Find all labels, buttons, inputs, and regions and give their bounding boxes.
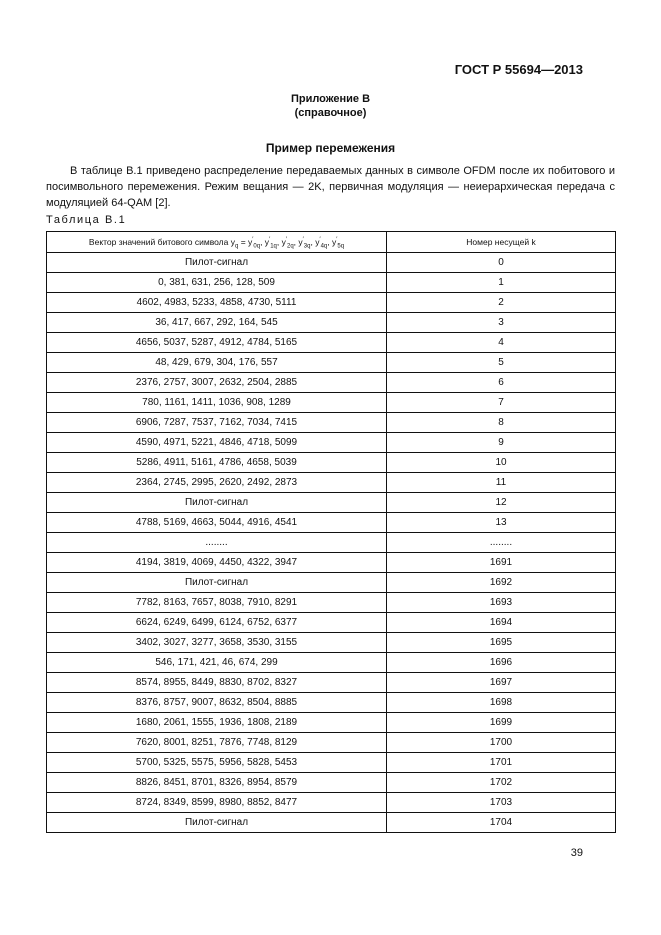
interleaving-table-container xyxy=(46,231,615,833)
table-row xyxy=(47,593,616,613)
cell-bit-vector: 546, 171, 421, 46, 674, 299 xyxy=(47,653,387,673)
table-row xyxy=(47,513,616,533)
cell-carrier-number: 1695 xyxy=(387,633,616,653)
prime-mark: ′ xyxy=(285,237,287,244)
table-row xyxy=(47,553,616,573)
standard-code: ГОСТ Р 55694—2013 xyxy=(454,62,583,77)
table-row xyxy=(47,273,616,293)
table-row xyxy=(47,633,616,653)
table-row xyxy=(47,693,616,713)
cell-carrier-number: 6 xyxy=(387,373,616,393)
table-row xyxy=(47,373,616,393)
prime-mark: ′ xyxy=(319,237,321,244)
cell-carrier-number: 1704 xyxy=(387,813,616,833)
cell-carrier-number: 11 xyxy=(387,473,616,493)
cell-bit-vector: 4788, 5169, 4663, 5044, 4916, 4541 xyxy=(47,513,387,533)
table-row xyxy=(47,473,616,493)
table-row xyxy=(47,293,616,313)
formula-base: = y xyxy=(238,237,253,247)
cell-bit-vector: 48, 429, 679, 304, 176, 557 xyxy=(47,353,387,373)
header-bit-vector-prefix: Вектор значений битового символа xyxy=(88,237,231,247)
table-row xyxy=(47,813,616,833)
header-bit-vector xyxy=(47,232,387,253)
cell-carrier-number: 1698 xyxy=(387,693,616,713)
table-row xyxy=(47,673,616,693)
prime-mark: ′ xyxy=(336,237,338,244)
appendix-subtitle: (справочное) xyxy=(294,107,367,119)
intro-paragraph: В таблице В.1 приведено распределение передаваемых данных в символе OFDM после их побитового и посимвольного перемежения. Режим вещания — 2K, первичная модуляция — неиерархическая передача с модуляцией 64-QAM [2]. xyxy=(46,165,615,209)
cell-bit-vector: 4194, 3819, 4069, 4450, 4322, 3947 xyxy=(47,553,387,573)
table-row xyxy=(47,653,616,673)
table-row xyxy=(47,393,616,413)
table-row xyxy=(47,333,616,353)
cell-carrier-number: 3 xyxy=(387,313,616,333)
cell-carrier-number: 10 xyxy=(387,453,616,473)
cell-carrier-number: 7 xyxy=(387,393,616,413)
formula-subscript: 3q xyxy=(303,243,311,250)
cell-bit-vector: Пилот-сигнал xyxy=(47,493,387,513)
cell-bit-vector: ........ xyxy=(47,533,387,553)
table-caption: Таблица В.1 xyxy=(46,214,127,226)
cell-bit-vector: 5286, 4911, 5161, 4786, 4658, 5039 xyxy=(47,453,387,473)
table-row xyxy=(47,533,616,553)
cell-carrier-number: 1691 xyxy=(387,553,616,573)
cell-carrier-number: 0 xyxy=(387,253,616,273)
cell-carrier-number: 2 xyxy=(387,293,616,313)
prime-mark: ′ xyxy=(252,237,254,244)
cell-carrier-number: 9 xyxy=(387,433,616,453)
table-row xyxy=(47,253,616,273)
cell-carrier-number: 5 xyxy=(387,353,616,373)
cell-carrier-number: 12 xyxy=(387,493,616,513)
formula-subscript: 4q xyxy=(320,243,328,250)
formula-base: , y xyxy=(327,237,337,247)
cell-carrier-number: 1693 xyxy=(387,593,616,613)
cell-carrier-number: 1692 xyxy=(387,573,616,593)
cell-bit-vector: 6906, 7287, 7537, 7162, 7034, 7415 xyxy=(47,413,387,433)
cell-carrier-number: 1700 xyxy=(387,733,616,753)
cell-bit-vector: 36, 417, 667, 292, 164, 545 xyxy=(47,313,387,333)
formula-base: , y xyxy=(293,237,303,247)
cell-bit-vector: 8826, 8451, 8701, 8326, 8954, 8579 xyxy=(47,773,387,793)
cell-bit-vector: 8376, 8757, 9007, 8632, 8504, 8885 xyxy=(47,693,387,713)
table-row xyxy=(47,573,616,593)
cell-carrier-number: ........ xyxy=(387,533,616,553)
formula-base: , y xyxy=(310,237,320,247)
table-header-row xyxy=(47,232,616,253)
table-row xyxy=(47,313,616,333)
cell-bit-vector: Пилот-сигнал xyxy=(47,813,387,833)
formula-subscript: 1q xyxy=(270,243,277,250)
cell-bit-vector: Пилот-сигнал xyxy=(47,253,387,273)
table-body xyxy=(47,253,616,833)
cell-carrier-number: 1697 xyxy=(387,673,616,693)
cell-bit-vector: 8574, 8955, 8449, 8830, 8702, 8327 xyxy=(47,673,387,693)
table-row xyxy=(47,493,616,513)
header-carrier-number: Номер несущей k xyxy=(387,232,616,253)
cell-bit-vector: 2376, 2757, 3007, 2632, 2504, 2885 xyxy=(47,373,387,393)
cell-carrier-number: 1702 xyxy=(387,773,616,793)
formula-subscript: 2q xyxy=(286,243,294,250)
table-row xyxy=(47,713,616,733)
formula-base: , y xyxy=(276,237,286,247)
cell-bit-vector: 4602, 4983, 5233, 4858, 4730, 5111 xyxy=(47,293,387,313)
appendix-heading xyxy=(0,92,661,120)
cell-carrier-number: 1703 xyxy=(387,793,616,813)
table-row xyxy=(47,613,616,633)
prime-mark: ′ xyxy=(269,237,271,244)
formula-subscript: q xyxy=(234,243,239,250)
cell-carrier-number: 13 xyxy=(387,513,616,533)
appendix-title: Приложение В xyxy=(290,93,371,105)
page-number: 39 xyxy=(570,847,583,859)
cell-carrier-number: 1 xyxy=(387,273,616,293)
table-row xyxy=(47,353,616,373)
prime-mark: ′ xyxy=(302,237,304,244)
cell-carrier-number: 1696 xyxy=(387,653,616,673)
cell-carrier-number: 8 xyxy=(387,413,616,433)
section-title: Пример перемежения xyxy=(265,141,396,155)
cell-bit-vector: 4590, 4971, 5221, 4846, 4718, 5099 xyxy=(47,433,387,453)
interleaving-table xyxy=(46,231,616,833)
cell-bit-vector: 7782, 8163, 7657, 8038, 7910, 8291 xyxy=(47,593,387,613)
formula-subscript: 5q xyxy=(337,243,345,250)
cell-bit-vector: 8724, 8349, 8599, 8980, 8852, 8477 xyxy=(47,793,387,813)
cell-bit-vector: 2364, 2745, 2995, 2620, 2492, 2873 xyxy=(47,473,387,493)
formula-base: , y xyxy=(260,237,270,247)
table-row xyxy=(47,793,616,813)
table-row xyxy=(47,433,616,453)
table-row xyxy=(47,773,616,793)
formula-subscript: 0q xyxy=(253,243,261,250)
cell-carrier-number: 4 xyxy=(387,333,616,353)
cell-bit-vector: 0, 381, 631, 256, 128, 509 xyxy=(47,273,387,293)
table-row xyxy=(47,733,616,753)
cell-bit-vector: Пилот-сигнал xyxy=(47,573,387,593)
cell-bit-vector: 6624, 6249, 6499, 6124, 6752, 6377 xyxy=(47,613,387,633)
table-row xyxy=(47,753,616,773)
cell-bit-vector: 3402, 3027, 3277, 3658, 3530, 3155 xyxy=(47,633,387,653)
cell-bit-vector: 780, 1161, 1411, 1036, 908, 1289 xyxy=(47,393,387,413)
cell-bit-vector: 1680, 2061, 1555, 1936, 1808, 2189 xyxy=(47,713,387,733)
cell-carrier-number: 1694 xyxy=(387,613,616,633)
cell-bit-vector: 4656, 5037, 5287, 4912, 4784, 5165 xyxy=(47,333,387,353)
table-row xyxy=(47,413,616,433)
cell-carrier-number: 1699 xyxy=(387,713,616,733)
header-bit-vector-formula xyxy=(230,237,345,250)
cell-bit-vector: 7620, 8001, 8251, 7876, 7748, 8129 xyxy=(47,733,387,753)
formula-base: y xyxy=(230,237,235,247)
cell-bit-vector: 5700, 5325, 5575, 5956, 5828, 5453 xyxy=(47,753,387,773)
table-row xyxy=(47,453,616,473)
cell-carrier-number: 1701 xyxy=(387,753,616,773)
